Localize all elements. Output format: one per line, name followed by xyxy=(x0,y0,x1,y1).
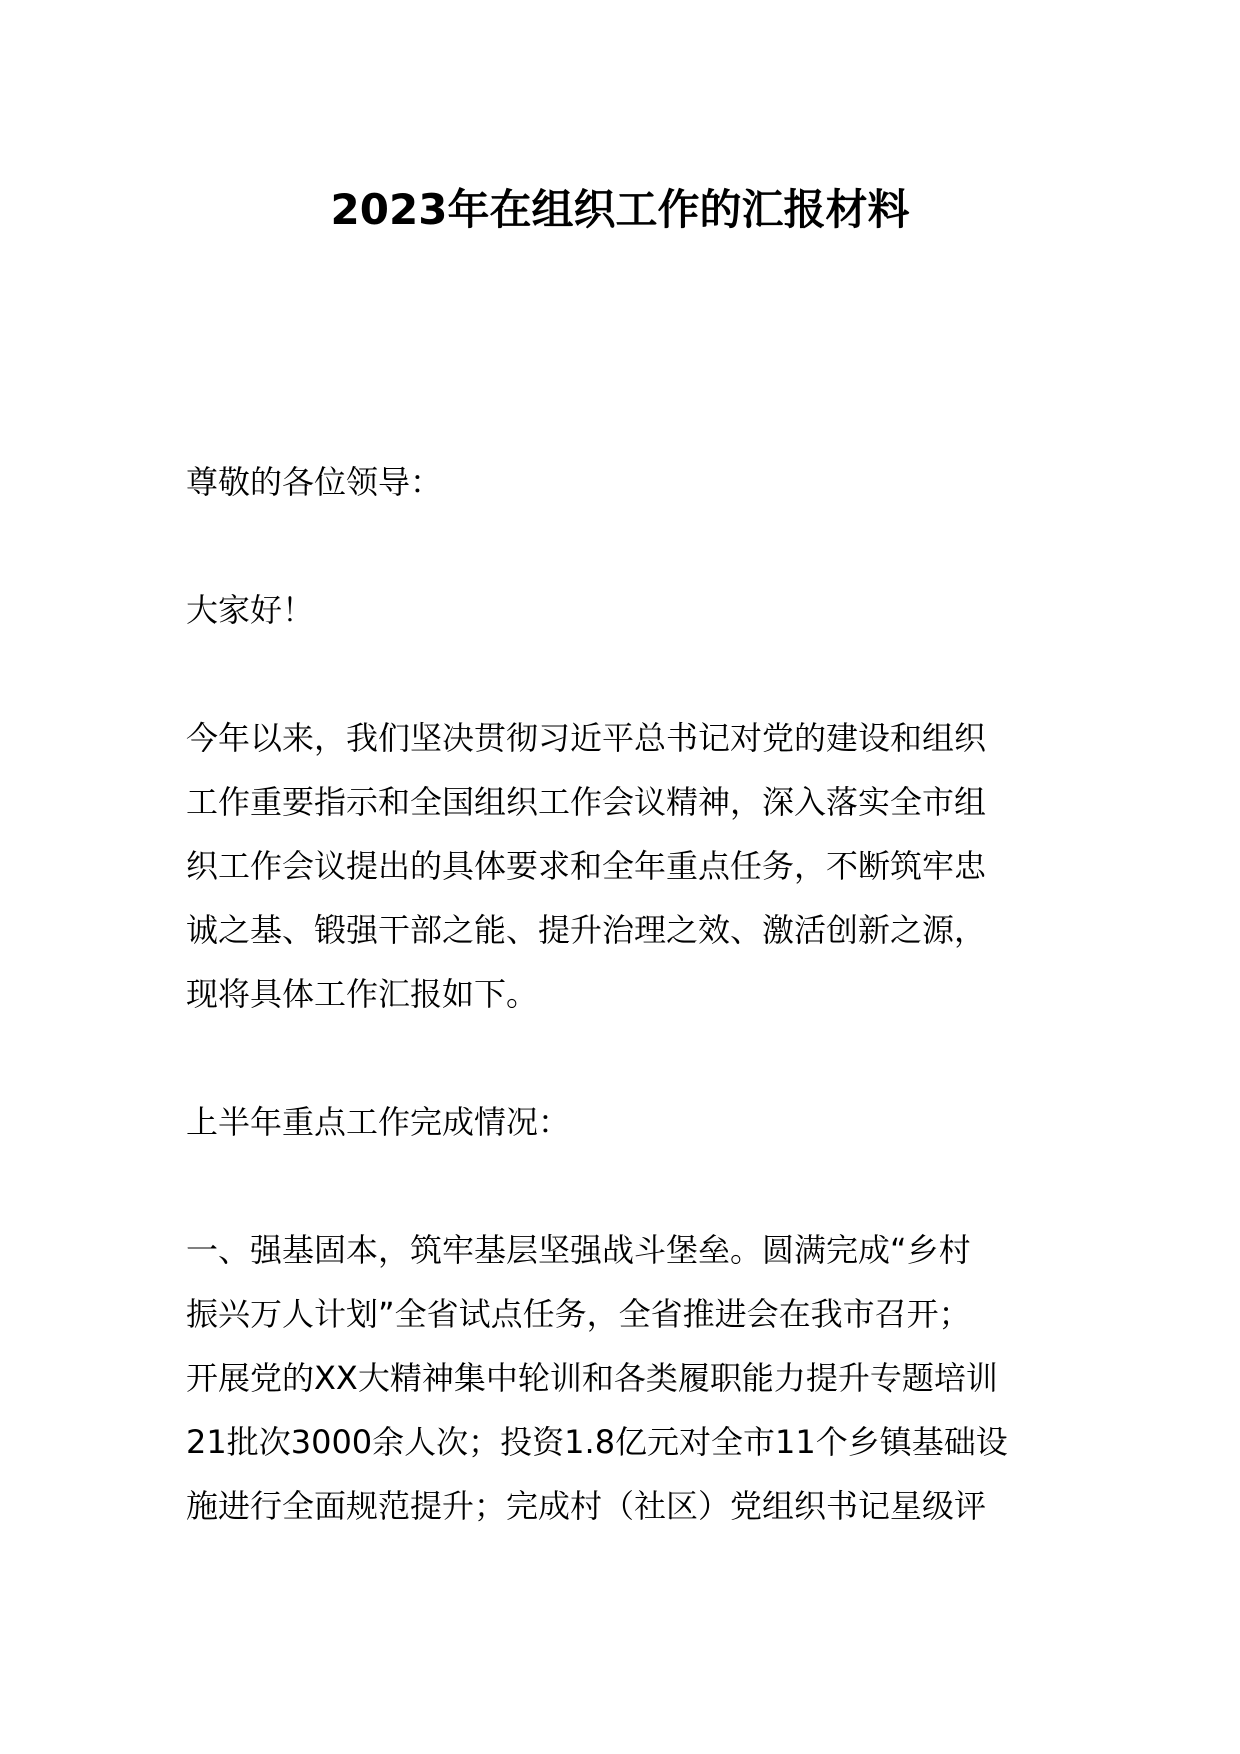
paragraph-line: 施进行全面规范提升；完成村（社区）党组织书记星级评 xyxy=(186,1487,987,1525)
paragraph-line: 今年以来，我们坚决贯彻习近平总书记对党的建设和组织 xyxy=(186,719,987,757)
paragraph-line: 开展党的XX大精神集中轮训和各类履职能力提升专题培训 xyxy=(186,1359,998,1397)
paragraph-line: 织工作会议提出的具体要求和全年重点任务，不断筑牢忠 xyxy=(186,847,987,885)
paragraph-line: 一、强基固本，筑牢基层坚强战斗堡垒。圆满完成“乡村 xyxy=(186,1231,971,1269)
paragraph-line: 振兴万人计划”全省试点任务，全省推进会在我市召开； xyxy=(186,1295,971,1333)
section-heading: 上半年重点工作完成情况： xyxy=(186,1103,571,1141)
paragraph-line: 工作重要指示和全国组织工作会议精神，深入落实全市组 xyxy=(186,783,987,821)
greeting: 大家好！ xyxy=(186,591,315,629)
paragraph-line: 21批次3000余人次；投资1.8亿元对全市11个乡镇基础设 xyxy=(186,1423,1008,1461)
salutation: 尊敬的各位领导： xyxy=(186,463,443,501)
paragraph-line: 诚之基、锻强干部之能、提升治理之效、激活创新之源， xyxy=(186,911,987,949)
document-title: 2023年在组织工作的汇报材料 xyxy=(330,185,910,234)
paragraph-line: 现将具体工作汇报如下。 xyxy=(186,975,539,1013)
